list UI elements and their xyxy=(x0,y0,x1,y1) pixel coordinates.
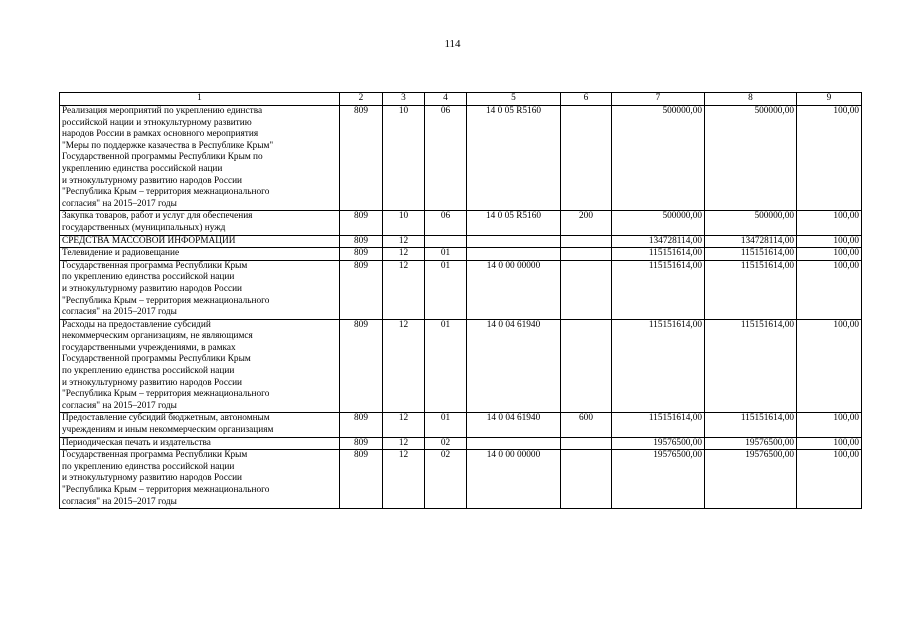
execution-percent: 100,00 xyxy=(797,450,862,509)
execution-percent: 100,00 xyxy=(797,437,862,450)
planned-amount: 115151614,00 xyxy=(612,260,705,319)
ved-code: 809 xyxy=(340,248,383,261)
execution-percent: 100,00 xyxy=(797,413,862,437)
target-article-code: 14 0 00 00000 xyxy=(467,260,561,319)
table-row xyxy=(60,450,862,509)
section-code: 12 xyxy=(383,450,425,509)
executed-amount: 500000,00 xyxy=(705,211,797,235)
planned-amount: 134728114,00 xyxy=(612,235,705,248)
expense-type-code: 200 xyxy=(561,211,612,235)
section-code: 12 xyxy=(383,248,425,261)
subsection-code: 02 xyxy=(425,437,467,450)
ved-code: 809 xyxy=(340,260,383,319)
target-article-code xyxy=(467,235,561,248)
expense-type-code xyxy=(561,450,612,509)
table-row xyxy=(60,413,862,437)
ved-code: 809 xyxy=(340,450,383,509)
table-row xyxy=(60,248,862,261)
executed-amount: 134728114,00 xyxy=(705,235,797,248)
target-article-code: 14 0 05 R5160 xyxy=(467,106,561,211)
section-code: 10 xyxy=(383,106,425,211)
planned-amount: 19576500,00 xyxy=(612,450,705,509)
section-code: 12 xyxy=(383,437,425,450)
expense-type-code xyxy=(561,319,612,413)
row-name: Предоставление субсидий бюджетным, автономным учреждениям и иным некоммерческим организациям xyxy=(60,413,340,437)
row-name: Государственная программа Республики Крым по укреплению единства российской нации и этнокультурному развитию народов России "Республика Крым – территория межнационального согласия" на 2015–2017 годы xyxy=(60,450,340,509)
planned-amount: 500000,00 xyxy=(612,211,705,235)
section-code: 12 xyxy=(383,319,425,413)
execution-percent: 100,00 xyxy=(797,211,862,235)
subsection-code: 02 xyxy=(425,450,467,509)
row-name: Расходы на предоставление субсидий некоммерческим организациям, не являющимся государственными учреждениями, в рамках Государственной программы Республики Крым по укреплению единства российской нации и этнокультурному развитию народов России "Республика Крым – территория межнационального согласия" на 2015–2017 годы xyxy=(60,319,340,413)
target-article-code xyxy=(467,248,561,261)
column-header: 1 xyxy=(60,93,340,106)
ved-code: 809 xyxy=(340,437,383,450)
table-row xyxy=(60,319,862,413)
column-header: 8 xyxy=(705,93,797,106)
expense-type-code xyxy=(561,437,612,450)
row-name: СРЕДСТВА МАССОВОЙ ИНФОРМАЦИИ xyxy=(60,235,340,248)
subsection-code xyxy=(425,235,467,248)
column-header: 6 xyxy=(561,93,612,106)
target-article-code: 14 0 04 61940 xyxy=(467,413,561,437)
column-header: 3 xyxy=(383,93,425,106)
table-header-row xyxy=(60,93,862,106)
subsection-code: 01 xyxy=(425,413,467,437)
column-header: 5 xyxy=(467,93,561,106)
planned-amount: 500000,00 xyxy=(612,106,705,211)
table-row xyxy=(60,437,862,450)
section-code: 10 xyxy=(383,211,425,235)
executed-amount: 19576500,00 xyxy=(705,450,797,509)
expense-type-code xyxy=(561,248,612,261)
row-name: Закупка товаров, работ и услуг для обеспечения государственных (муниципальных) нужд xyxy=(60,211,340,235)
column-header: 7 xyxy=(612,93,705,106)
row-name: Реализация мероприятий по укреплению единства российской нации и этнокультурному развитию народов России в рамках основного мероприятия "Меры по поддержке казачества в Республике Крым" Государственной программы Республики Крым по укреплению единства российской нации и этнокультурному развитию народов России "Республика Крым – территория межнационального согласия" на 2015–2017 годы xyxy=(60,106,340,211)
ved-code: 809 xyxy=(340,235,383,248)
target-article-code: 14 0 00 00000 xyxy=(467,450,561,509)
executed-amount: 19576500,00 xyxy=(705,437,797,450)
execution-percent: 100,00 xyxy=(797,106,862,211)
expense-type-code: 600 xyxy=(561,413,612,437)
ved-code: 809 xyxy=(340,319,383,413)
table-row xyxy=(60,106,862,211)
executed-amount: 115151614,00 xyxy=(705,248,797,261)
execution-percent: 100,00 xyxy=(797,248,862,261)
execution-percent: 100,00 xyxy=(797,319,862,413)
target-article-code: 14 0 04 61940 xyxy=(467,319,561,413)
row-name: Государственная программа Республики Крым по укреплению единства российской нации и этнокультурному развитию народов России "Республика Крым – территория межнационального согласия" на 2015–2017 годы xyxy=(60,260,340,319)
execution-percent: 100,00 xyxy=(797,260,862,319)
ved-code: 809 xyxy=(340,211,383,235)
section-code: 12 xyxy=(383,235,425,248)
planned-amount: 115151614,00 xyxy=(612,319,705,413)
subsection-code: 01 xyxy=(425,248,467,261)
column-header: 4 xyxy=(425,93,467,106)
table-row xyxy=(60,260,862,319)
subsection-code: 06 xyxy=(425,106,467,211)
executed-amount: 115151614,00 xyxy=(705,413,797,437)
planned-amount: 115151614,00 xyxy=(612,248,705,261)
row-name: Периодическая печать и издательства xyxy=(60,437,340,450)
target-article-code xyxy=(467,437,561,450)
column-header: 9 xyxy=(797,93,862,106)
page-number: 114 xyxy=(444,38,461,50)
execution-percent: 100,00 xyxy=(797,235,862,248)
expense-type-code xyxy=(561,106,612,211)
executed-amount: 500000,00 xyxy=(705,106,797,211)
subsection-code: 01 xyxy=(425,260,467,319)
planned-amount: 19576500,00 xyxy=(612,437,705,450)
planned-amount: 115151614,00 xyxy=(612,413,705,437)
executed-amount: 115151614,00 xyxy=(705,319,797,413)
row-name: Телевидение и радиовещание xyxy=(60,248,340,261)
expense-type-code xyxy=(561,260,612,319)
budget-table xyxy=(59,92,862,509)
subsection-code: 01 xyxy=(425,319,467,413)
ved-code: 809 xyxy=(340,413,383,437)
table-row xyxy=(60,211,862,235)
executed-amount: 115151614,00 xyxy=(705,260,797,319)
ved-code: 809 xyxy=(340,106,383,211)
target-article-code: 14 0 05 R5160 xyxy=(467,211,561,235)
table-row xyxy=(60,235,862,248)
section-code: 12 xyxy=(383,413,425,437)
column-header: 2 xyxy=(340,93,383,106)
expense-type-code xyxy=(561,235,612,248)
section-code: 12 xyxy=(383,260,425,319)
subsection-code: 06 xyxy=(425,211,467,235)
